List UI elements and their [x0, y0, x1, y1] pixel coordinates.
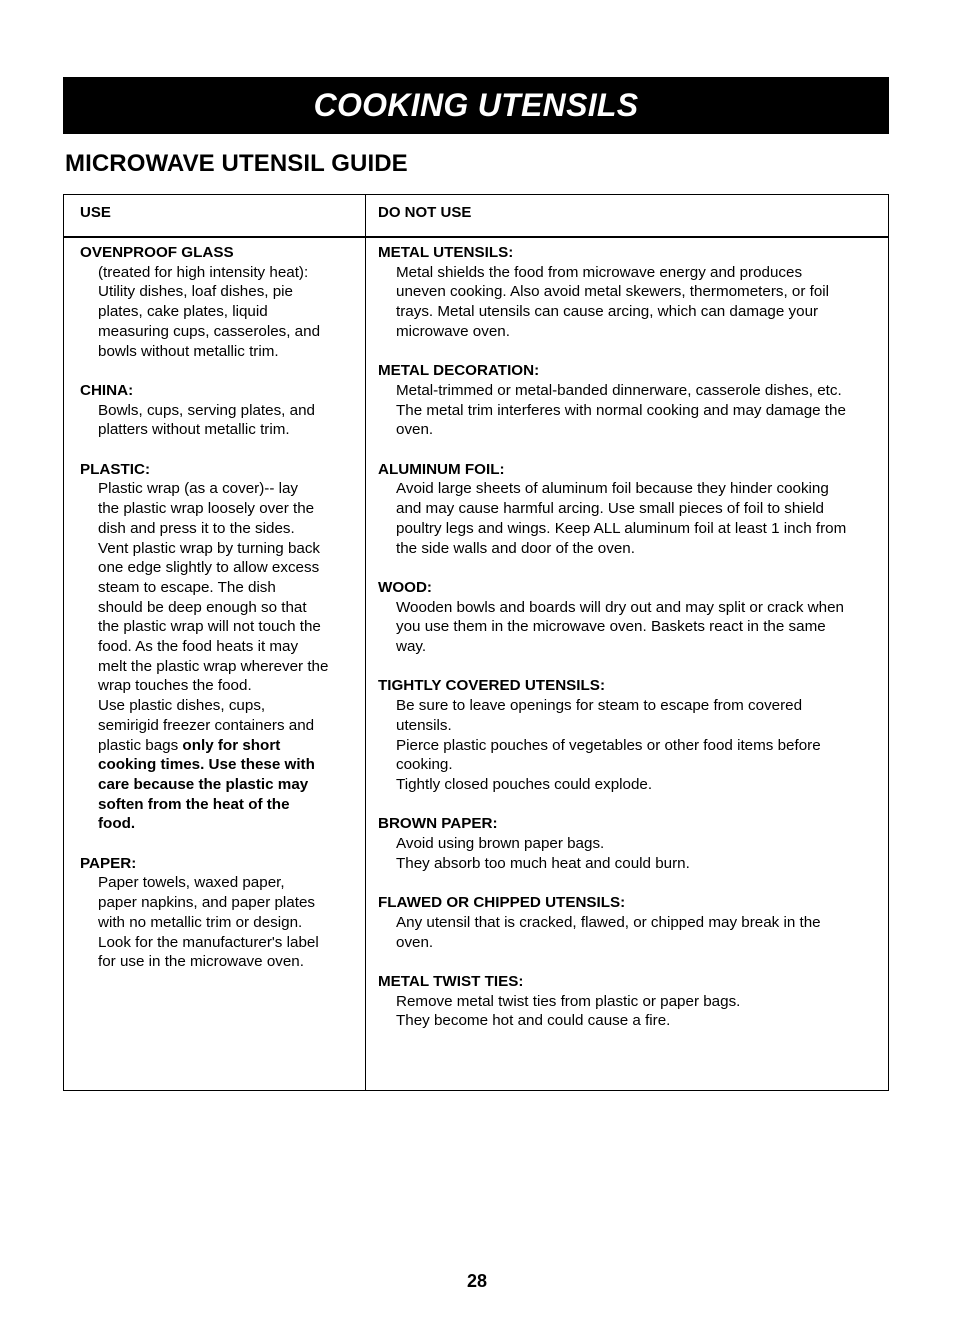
entry-title: OVENPROOF GLASS: [80, 244, 234, 261]
entry-line: bowls without metallic trim.: [98, 342, 279, 360]
entry-line: dish and press it to the sides.: [98, 519, 295, 537]
entry-flawed-or-chipped-utensils: [378, 893, 888, 952]
entry-line: one edge slightly to allow excess: [98, 559, 320, 577]
entry-line: wrap touches the food.: [98, 677, 252, 695]
page-number: 28: [466, 1271, 488, 1291]
entry-line: oven.: [396, 933, 434, 951]
entry-body: [378, 913, 888, 952]
entry-line: measuring cups, casseroles, and: [98, 322, 321, 340]
entry-body: [80, 401, 364, 440]
entry-line: for use in the microwave oven.: [98, 953, 304, 971]
entry-body: [80, 479, 364, 834]
entry-line: you use them in the microwave oven. Baskets react in the same: [396, 618, 826, 636]
do-not-use-column-header: DO NOT USE: [378, 204, 472, 221]
entry-paper: [80, 854, 364, 972]
entry-aluminum-foil: [378, 460, 888, 559]
entry-line: Look for the manufacturer's label: [98, 933, 319, 951]
entry-warning-line: cooking times. Use these with: [98, 756, 315, 774]
entry-body: [378, 479, 888, 558]
entry-line: (treated for high intensity heat):: [98, 263, 309, 281]
use-column: [80, 243, 364, 992]
entry-title: PAPER:: [80, 854, 137, 872]
entry-title: METAL UTENSILS:: [378, 244, 514, 261]
entry-line: They absorb too much heat and could burn.: [396, 854, 690, 872]
entry-line: platters without metallic trim.: [98, 421, 290, 439]
entry-tightly-covered-utensils: [378, 676, 888, 794]
entry-line: microwave oven.: [396, 322, 510, 340]
entry-warning-line: food.: [98, 815, 136, 833]
entry-line: Avoid using brown paper bags.: [396, 835, 605, 853]
entry-line: with no metallic trim or design.: [98, 913, 303, 931]
entry-title: BROWN PAPER:: [378, 815, 498, 833]
entry-title: CHINA:: [80, 381, 134, 399]
entry-line: way.: [396, 638, 427, 656]
entry-metal-decoration: [378, 361, 888, 440]
entry-wood: [378, 578, 888, 657]
column-divider: [365, 195, 367, 1090]
entry-line: Vent plastic wrap by turning back: [98, 539, 321, 557]
entry-title: WOOD:: [378, 578, 432, 596]
entry-warning-text: only for short: [182, 736, 281, 754]
entry-plastic: [80, 460, 364, 834]
entry-line: trays. Metal utensils can cause arcing, which can damage your: [396, 303, 819, 321]
entry-line: Use plastic dishes, cups,: [98, 697, 266, 715]
entry-title: METAL DECORATION:: [378, 362, 540, 380]
use-column-header: USE: [80, 204, 111, 221]
utensil-guide-table: [63, 194, 889, 1091]
entry-line: Any utensil that is cracked, flawed, or chipped may break in the: [396, 913, 821, 931]
entry-line: the plastic wrap loosely over the: [98, 500, 315, 518]
entry-line: Paper towels, waxed paper,: [98, 874, 285, 892]
entry-line: Plastic wrap (as a cover)-- lay: [98, 480, 299, 498]
entry-line: utensils.: [396, 716, 452, 734]
section-title: MICROWAVE UTENSIL GUIDE: [65, 150, 408, 177]
entry-line: paper napkins, and paper plates: [98, 894, 316, 912]
entry-title: TIGHTLY COVERED UTENSILS:: [378, 677, 605, 695]
entry-line: poultry legs and wings. Keep ALL aluminum foil at least 1 inch from: [396, 519, 847, 537]
entry-line: oven.: [396, 421, 434, 439]
header-divider: [64, 236, 888, 238]
entry-body: [378, 992, 888, 1031]
entry-line: should be deep enough so that: [98, 598, 307, 616]
entry-line: Tightly closed pouches could explode.: [396, 775, 653, 793]
entry-title: METAL TWIST TIES:: [378, 972, 524, 990]
entry-metal-utensils: [378, 243, 888, 342]
entry-title: FLAWED OR CHIPPED UTENSILS:: [378, 894, 626, 912]
page-header-banner: [63, 77, 889, 134]
entry-china: [80, 381, 364, 440]
entry-line: the plastic wrap will not touch the: [98, 618, 321, 636]
entry-body: [378, 696, 888, 795]
do-not-use-column: [378, 243, 888, 1051]
entry-line: uneven cooking. Also avoid metal skewers, thermometers, or foil: [396, 283, 830, 301]
entry-warning-line: soften from the heat of the: [98, 795, 290, 813]
entry-line: Be sure to leave openings for steam to escape from covered: [396, 697, 803, 715]
entry-warning-line: care because the plastic may: [98, 775, 309, 793]
entry-line: Utility dishes, loaf dishes, pie: [98, 283, 293, 301]
entry-line: The metal trim interferes with normal cooking and may damage the: [396, 401, 846, 419]
entry-line: Pierce plastic pouches of vegetables or other food items before: [396, 736, 821, 754]
entry-brown-paper: [378, 814, 888, 873]
entry-line: plates, cake plates, liquid: [98, 303, 268, 321]
entry-line: They become hot and could cause a fire.: [396, 1012, 671, 1030]
entry-body: [80, 873, 364, 972]
entry-title: PLASTIC:: [80, 460, 151, 478]
entry-line: Remove metal twist ties from plastic or paper bags.: [396, 992, 741, 1010]
entry-body: [378, 263, 888, 342]
entry-line: Metal shields the food from microwave energy and produces: [396, 263, 803, 281]
entry-line: melt the plastic wrap wherever the: [98, 657, 329, 675]
entry-line: Metal-trimmed or metal-banded dinnerware, casserole dishes, etc.: [396, 381, 842, 399]
entry-line: semirigid freezer containers and: [98, 716, 315, 734]
entry-line: steam to escape. The dish: [98, 578, 276, 596]
entry-line: the side walls and door of the oven.: [396, 539, 635, 557]
entry-line: cooking.: [396, 756, 453, 774]
entry-body: [378, 598, 888, 657]
entry-line: Avoid large sheets of aluminum foil because they hinder cooking: [396, 480, 829, 498]
entry-body: [378, 381, 888, 440]
entry-ovenproof-glass: [80, 243, 364, 361]
entry-line: Wooden bowls and boards will dry out and may split or crack when: [396, 598, 844, 616]
entry-line: and may cause harmful arcing. Use small pieces of foil to shield: [396, 500, 824, 518]
entry-metal-twist-ties: [378, 972, 888, 1031]
page-title: COOKING UTENSILS: [313, 87, 639, 123]
entry-body: [378, 834, 888, 873]
entry-text: plastic bags: [98, 736, 183, 754]
entry-line: food. As the food heats it may: [98, 638, 299, 656]
entry-line: Bowls, cups, serving plates, and: [98, 401, 315, 419]
entry-title: ALUMINUM FOIL:: [378, 460, 505, 478]
entry-body: [80, 263, 364, 362]
entry-line-mixed: [98, 736, 364, 756]
